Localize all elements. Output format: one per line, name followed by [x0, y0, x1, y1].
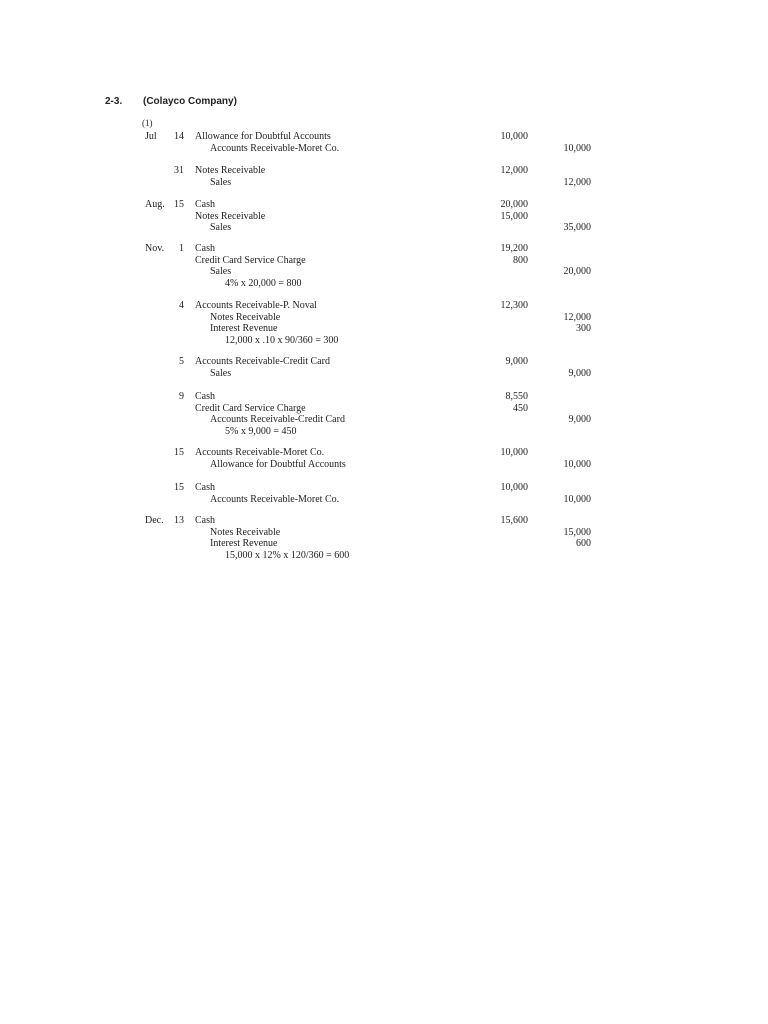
- debit-amount: 19,200: [500, 243, 528, 254]
- entry-day: 4: [179, 300, 184, 311]
- entry-line: [0, 426, 768, 437]
- credit-amount: 9,000: [568, 414, 591, 425]
- credit-amount: 600: [576, 538, 591, 549]
- credit-amount: 15,000: [563, 526, 591, 538]
- account-name: Sales: [210, 222, 232, 233]
- debit-amount: 9,000: [505, 356, 528, 367]
- account-name: Sales: [210, 176, 232, 188]
- entry-line: [0, 515, 768, 526]
- debit-amount: 15,000: [500, 210, 528, 222]
- entry-day: 15: [174, 447, 184, 458]
- entry-line: [0, 335, 768, 346]
- account-name: Sales: [210, 367, 232, 379]
- account-name: Accounts Receivable-Moret Co.: [195, 447, 325, 458]
- entry-line: [0, 255, 768, 266]
- entry-line: [0, 211, 768, 222]
- computation-note: 4% x 20,000 = 800: [225, 277, 302, 289]
- entry-month: Nov.: [145, 243, 165, 254]
- debit-amount: 8,550: [505, 391, 528, 402]
- entry-day: 15: [174, 482, 184, 493]
- debit-amount: 20,000: [500, 199, 528, 210]
- entry-line: [0, 494, 768, 505]
- computation-note: 5% x 9,000 = 450: [225, 425, 297, 437]
- credit-amount: 20,000: [563, 266, 591, 277]
- computation-note: 15,000 x 12% x 120/360 = 600: [225, 549, 350, 561]
- account-name: Cash: [195, 199, 215, 210]
- entry-line: [0, 356, 768, 367]
- entry-line: [0, 323, 768, 334]
- entry-month: Jul: [145, 131, 157, 142]
- entry-line: [0, 527, 768, 538]
- debit-amount: 10,000: [500, 131, 528, 142]
- entry-line: [0, 222, 768, 233]
- entry-line: [0, 368, 768, 379]
- account-name: Accounts Receivable-P. Noval: [195, 300, 317, 311]
- entry-line: [0, 482, 768, 493]
- account-name: Sales: [210, 266, 232, 277]
- entry-line: [0, 165, 768, 176]
- credit-amount: 12,000: [563, 176, 591, 188]
- account-name: Notes Receivable: [195, 210, 266, 222]
- problem-number: 2-3.: [105, 96, 123, 107]
- entry-line: [0, 199, 768, 210]
- account-name: Notes Receivable: [210, 311, 281, 323]
- entry-day: 15: [174, 199, 184, 210]
- computation-note: 12,000 x .10 x 90/360 = 300: [225, 334, 339, 346]
- entry-day: 14: [174, 131, 184, 142]
- entry-line: [0, 403, 768, 414]
- entry-day: 13: [174, 515, 184, 526]
- entry-month: Aug.: [145, 199, 165, 210]
- account-name: Accounts Receivable-Credit Card: [210, 414, 345, 425]
- credit-amount: 10,000: [563, 458, 591, 470]
- entry-line: [0, 391, 768, 402]
- debit-amount: 10,000: [500, 447, 528, 458]
- entry-line: [0, 243, 768, 254]
- account-name: Credit Card Service Charge: [195, 402, 306, 414]
- entry-day: 9: [179, 391, 184, 402]
- entry-line: [0, 459, 768, 470]
- debit-amount: 12,300: [500, 300, 528, 311]
- debit-amount: 15,600: [500, 515, 528, 526]
- entry-month: Dec.: [145, 515, 164, 526]
- entry-line: [0, 266, 768, 277]
- account-name: Interest Revenue: [210, 538, 278, 549]
- credit-amount: 9,000: [568, 367, 591, 379]
- account-name: Accounts Receivable-Moret Co.: [210, 142, 340, 154]
- entry-line: [0, 414, 768, 425]
- entry-line: [0, 538, 768, 549]
- account-name: Interest Revenue: [210, 323, 278, 334]
- entry-line: [0, 131, 768, 142]
- credit-amount: 10,000: [563, 493, 591, 505]
- account-name: Notes Receivable: [195, 165, 266, 176]
- account-name: Notes Receivable: [210, 526, 281, 538]
- entry-line: [0, 177, 768, 188]
- credit-amount: 12,000: [563, 311, 591, 323]
- account-name: Allowance for Doubtful Accounts: [195, 131, 331, 142]
- account-name: Cash: [195, 515, 215, 526]
- entry-day: 31: [174, 165, 184, 176]
- debit-amount: 450: [513, 402, 528, 414]
- entry-line: [0, 143, 768, 154]
- entry-line: [0, 550, 768, 561]
- account-name: Accounts Receivable-Credit Card: [195, 356, 330, 367]
- account-name: Cash: [195, 391, 215, 402]
- credit-amount: 300: [576, 323, 591, 334]
- company-title: (Colayco Company): [143, 96, 237, 107]
- account-name: Cash: [195, 243, 215, 254]
- entry-day: 1: [179, 243, 184, 254]
- debit-amount: 800: [513, 254, 528, 266]
- entry-line: [0, 312, 768, 323]
- account-name: Credit Card Service Charge: [195, 254, 306, 266]
- entry-line: [0, 278, 768, 289]
- part-label: (1): [142, 118, 153, 128]
- entry-line: [0, 447, 768, 458]
- account-name: Cash: [195, 482, 215, 493]
- debit-amount: 12,000: [500, 165, 528, 176]
- entry-day: 5: [179, 356, 184, 367]
- account-name: Accounts Receivable-Moret Co.: [210, 493, 340, 505]
- account-name: Allowance for Doubtful Accounts: [210, 458, 346, 470]
- entry-line: [0, 300, 768, 311]
- debit-amount: 10,000: [500, 482, 528, 493]
- credit-amount: 35,000: [563, 222, 591, 233]
- credit-amount: 10,000: [563, 142, 591, 154]
